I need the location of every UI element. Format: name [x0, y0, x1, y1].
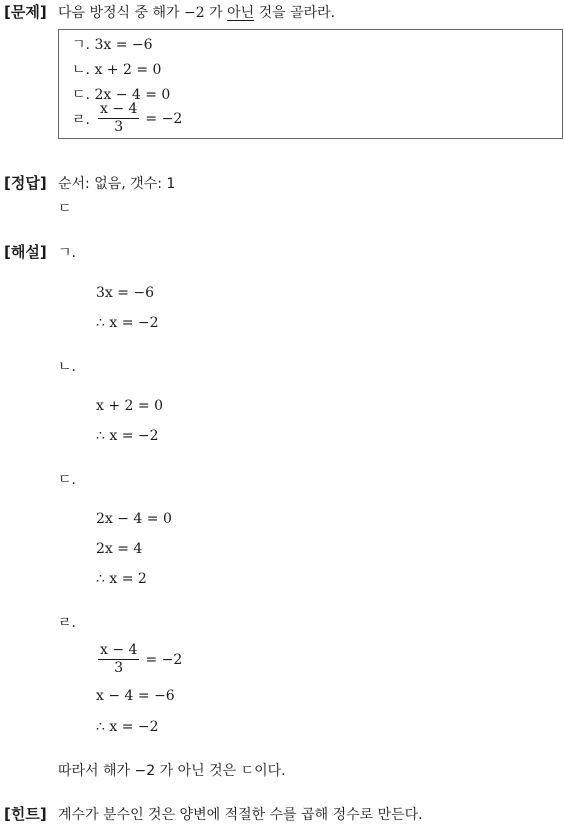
- explanation-step: x − 4 = −6: [96, 688, 175, 704]
- explanation-label-1: ㄱ.: [58, 245, 76, 261]
- option-4: [72, 102, 182, 135]
- problem-text-after: 것을 골라라.: [254, 5, 336, 21]
- option-label: ㄴ.: [72, 62, 90, 78]
- problem-statement: [58, 2, 335, 22]
- option-rhs: = −2: [145, 110, 183, 127]
- answer-tag: [정답]: [4, 174, 47, 192]
- fraction-denominator: 3: [114, 119, 124, 135]
- explanation-tag: [해설]: [4, 243, 47, 261]
- explanation-label-2: ㄴ.: [58, 359, 76, 375]
- fraction-numerator: x − 4: [99, 101, 138, 117]
- explanation-step: 2x − 4 = 0: [96, 511, 172, 527]
- problem-underlined-word: 아닌: [227, 5, 255, 21]
- option-label: ㄱ.: [72, 37, 90, 53]
- option-expression: x + 2 = 0: [94, 62, 162, 78]
- problem-text-middle: 가: [204, 5, 228, 21]
- option-expression: 3x = −6: [94, 37, 153, 53]
- fraction: [98, 643, 139, 676]
- fraction-rhs: = −2: [145, 651, 183, 668]
- problem-text-before: 다음 방정식 중 해가: [58, 5, 184, 21]
- problem-value: −2: [184, 5, 205, 21]
- explanation-step: ∴ x = −2: [96, 719, 159, 735]
- fraction-denominator: 3: [114, 660, 124, 676]
- explanation-label-4: ㄹ.: [58, 615, 76, 631]
- explanation-conclusion: 따라서 해가 −2 가 아닌 것은 ㄷ이다.: [58, 763, 286, 779]
- explanation-step: ∴ x = −2: [96, 428, 159, 444]
- answer-choice: ㄷ: [58, 201, 72, 217]
- explanation-step: ∴ x = 2: [96, 571, 147, 587]
- fraction-numerator: x − 4: [100, 642, 138, 658]
- problem-tag: [문제]: [4, 3, 47, 21]
- explanation-step: x + 2 = 0: [96, 398, 163, 414]
- explanation-step: ∴ x = −2: [96, 315, 159, 331]
- explanation-label-3: ㄷ.: [58, 472, 76, 488]
- option-fraction: [98, 102, 139, 135]
- explanation-step: 2x = 4: [96, 541, 143, 557]
- hint-text: 계수가 분수인 것은 양변에 적절한 수를 곱해 정수로 만든다.: [58, 807, 423, 823]
- option-expression: 2x − 4 = 0: [94, 87, 171, 103]
- option-2: [72, 59, 161, 79]
- answer-line: 순서: 없음, 갯수: 1: [58, 176, 176, 192]
- option-label: ㄹ.: [72, 111, 90, 128]
- explanation-step: 3x = −6: [96, 285, 155, 301]
- hint-tag: [힌트]: [4, 805, 47, 823]
- option-label: ㄷ.: [72, 87, 90, 103]
- explanation-fraction-equation: [96, 643, 182, 676]
- option-1: [72, 34, 153, 54]
